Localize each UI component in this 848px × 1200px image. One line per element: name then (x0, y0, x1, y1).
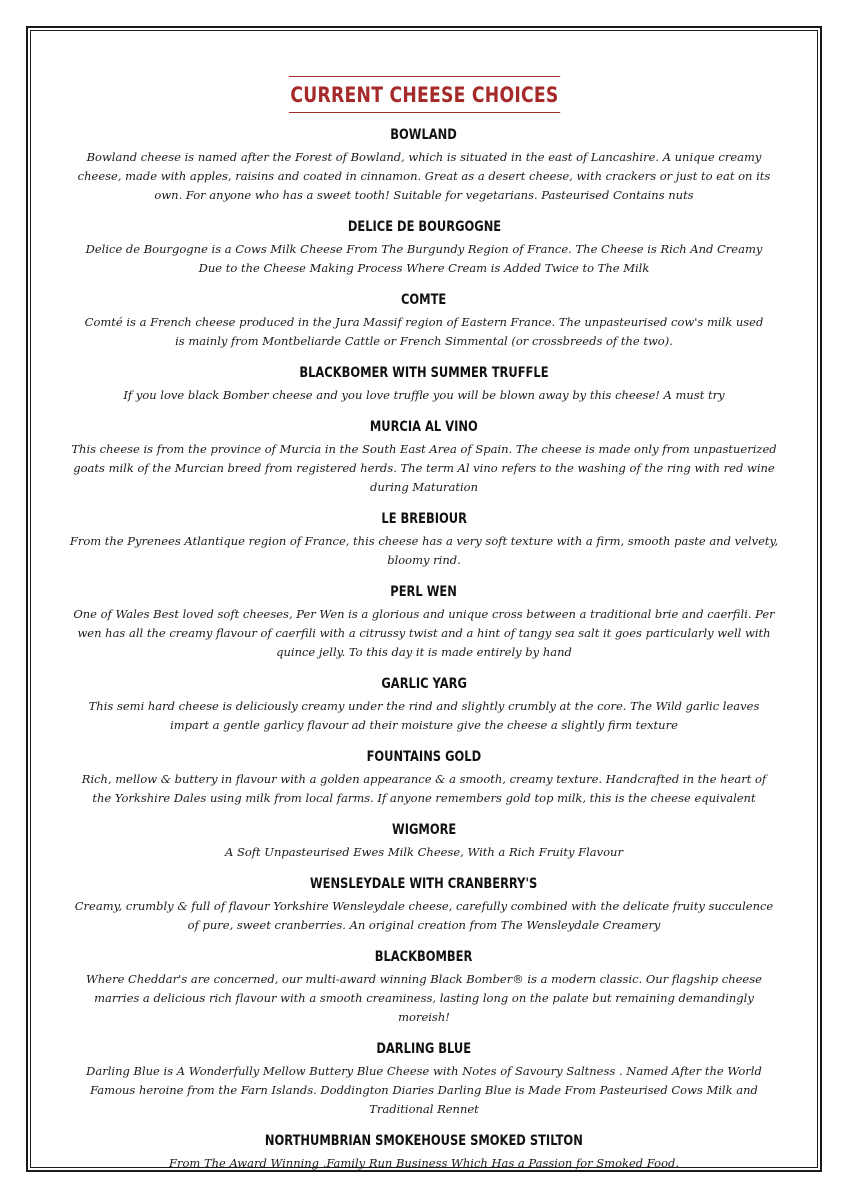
cheese-name: FOUNTAINS GOLD (366, 749, 482, 765)
cheese-entry-wigmore (60, 817, 788, 862)
cheese-name: PERL WEN (390, 584, 458, 600)
cheese-description: A Soft Unpasteurised Ewes Milk Cheese, With a Rich Fruity Flavour (225, 845, 623, 859)
cheese-description: Darling Blue is A Wonderfully Mellow Buttery Blue Cheese with Notes of Savoury Saltness . Named After the World Famous heroine from the Farn Islands. Doddington Diaries Darling Blue is Made From Pasteurised Cows Milk and Traditional Rennet (86, 1064, 762, 1116)
cheese-description: Bowland cheese is named after the Forest of Bowland, which is situated in the east of Lancashire. A unique creamy cheese, made with apples, raisins and coated in cinnamon. Great as a desert cheese, with crackers or just to eat on its own. For anyone who has a sweet tooth! Suitable for vegetarians. Pasteurised Contains nuts (77, 150, 771, 202)
cheese-entry-murcia-al-vino (60, 414, 788, 497)
page-title: CURRENT CHEESE CHOICES (288, 76, 559, 113)
cheese-entry-delice-de-bourgogne (60, 214, 788, 278)
cheese-description: From The Award Winning ,Family Run Business Which Has a Passion for Smoked Food. (168, 1156, 680, 1170)
cheese-name: DELICE DE BOURGOGNE (347, 219, 501, 235)
cheese-name: BLACKBOMER WITH SUMMER TRUFFLE (299, 365, 549, 381)
cheese-name: WIGMORE (391, 822, 457, 838)
cheese-description: From the Pyrenees Atlantique region of France, this cheese has a very soft texture with a firm, smooth paste and velvety, bloomy rind. (69, 534, 779, 567)
cheese-name: GARLIC YARG (381, 676, 467, 692)
cheese-description: This semi hard cheese is deliciously creamy under the rind and slightly crumbly at the core. The Wild garlic leaves impart a gentle garlicy flavour ad their moisture give the cheese a slightly firm texture (88, 699, 760, 732)
title-container (0, 76, 848, 113)
cheese-entry-darling-blue (60, 1036, 788, 1119)
cheese-entry-blackbomer-summer-truffle (60, 360, 788, 405)
cheese-description: Comté is a French cheese produced in the Jura Massif region of Eastern France. The unpasteurised cow's milk used is mainly from Montbeliarde Cattle or French Simmental (or crossbreeds of the two). (84, 315, 764, 348)
cheese-name: NORTHUMBRIAN SMOKEHOUSE SMOKED STILTON (265, 1133, 583, 1149)
cheese-name: WENSLEYDALE WITH CRANBERRY'S (310, 876, 538, 892)
cheese-entry-comte (60, 287, 788, 351)
cheese-entry-bowland (60, 122, 788, 205)
cheese-description: One of Wales Best loved soft cheeses, Per Wen is a glorious and unique cross between a traditional brie and caerfili. Per wen has all the creamy flavour of caerfili with a citrussy twist and a hint of tangy sea salt it goes particularly well with quince jelly. To this day it is made entirely by hand (73, 607, 775, 659)
cheese-entry-garlic-yarg (60, 671, 788, 735)
cheese-description: This cheese is from the province of Murcia in the South East Area of Spain. The cheese is made only from unpastuerized goats milk of the Murcian breed from registered herds. The term Al vino refers to the washing of the ring with red wine during Maturation (71, 442, 777, 494)
cheese-description: Delice de Bourgogne is a Cows Milk Cheese From The Burgundy Region of France. The Cheese is Rich And Creamy Due to the Cheese Making Process Where Cream is Added Twice to The Milk (85, 242, 763, 275)
cheese-name: BOWLAND (390, 127, 458, 143)
cheese-name: LE BREBIOUR (381, 511, 467, 527)
cheese-description: Creamy, crumbly & full of flavour Yorkshire Wensleydale cheese, carefully combined with the delicate fruity succulence of pure, sweet cranberries. An original creation from The Wensleydale Creamery (74, 899, 774, 932)
cheese-name: BLACKBOMBER (375, 949, 473, 965)
cheese-name: MURCIA AL VINO (370, 419, 478, 435)
cheese-description: If you love black Bomber cheese and you love truffle you will be blown away by this cheese! A must try (123, 388, 725, 402)
cheese-description: Rich, mellow & buttery in flavour with a golden appearance & a smooth, creamy texture. Handcrafted in the heart of the Yorkshire Dales using milk from local farms. If anyone remembers gold top milk, this is the cheese equivalent (81, 772, 767, 805)
cheese-entry-wensleydale-cranberry (60, 871, 788, 935)
cheese-entry-le-brebiour (60, 506, 788, 570)
cheese-entry-perl-wen (60, 579, 788, 662)
cheese-name: COMTE (401, 292, 447, 308)
cheese-description: Where Cheddar's are concerned, our multi-award winning Black Bomber® is a modern classic. Our flagship cheese marries a delicious rich flavour with a smooth creaminess, lasting long on the palate but remaining demandingly moreish! (86, 972, 762, 1024)
cheese-list (60, 122, 788, 1182)
cheese-name: DARLING BLUE (376, 1041, 472, 1057)
cheese-entry-fountains-gold (60, 744, 788, 808)
cheese-entry-blackbomber (60, 944, 788, 1027)
cheese-entry-smoked-stilton (60, 1128, 788, 1173)
